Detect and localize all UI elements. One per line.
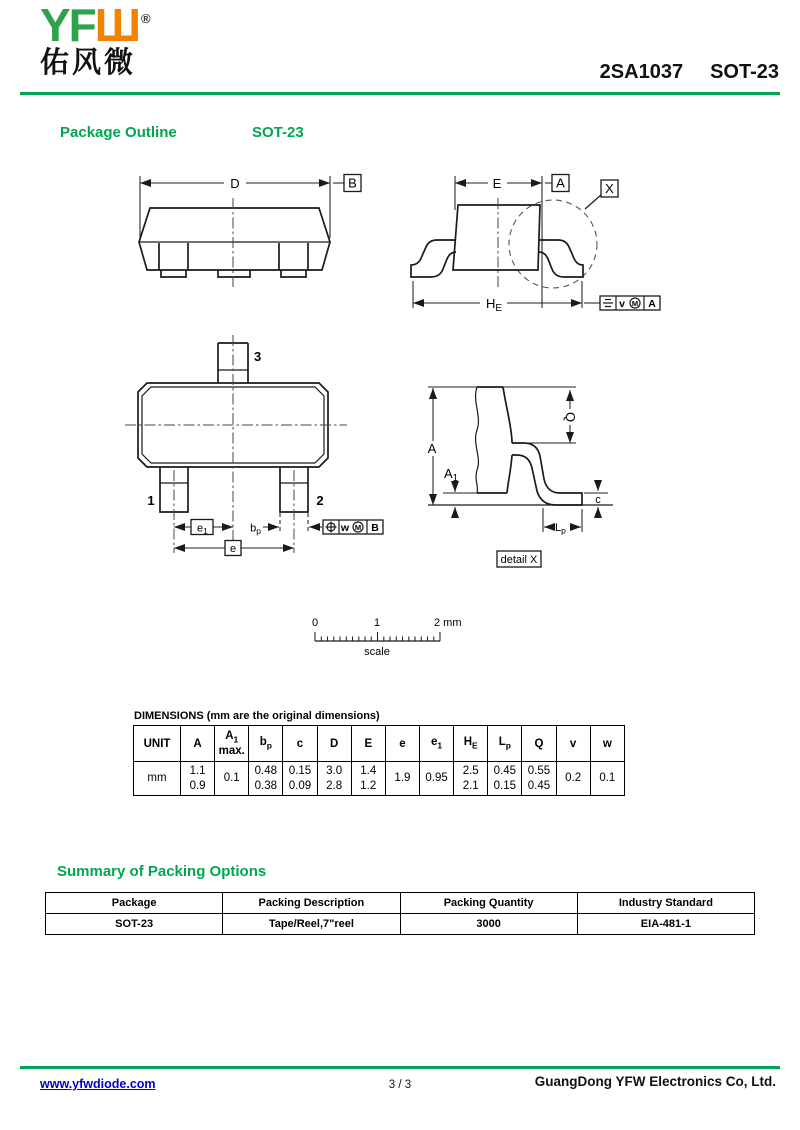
dim-value-cell: 0.2 [556, 762, 590, 796]
front-body-outline [139, 208, 330, 270]
dim-col-header: D [317, 726, 351, 762]
dim-value-cell: 0.45 0.15 [488, 762, 522, 796]
scale-label: scale [364, 646, 390, 658]
scale-tick-0: 0 [311, 617, 319, 629]
packing-col-header: Industry Standard [577, 893, 754, 914]
dim-label-bp: $b_p$ [250, 522, 261, 536]
logo-chinese-name: 佑风微 [40, 46, 137, 79]
dim-col-header: w [590, 726, 624, 762]
dimensions-value-row [134, 762, 625, 796]
dim-col-header: $L_p$ [488, 726, 522, 762]
logo-w-glyph: Ш [94, 0, 140, 51]
svg-text:w: w [340, 522, 350, 534]
registered-trademark-icon: ® [141, 11, 149, 26]
dim-value-cell: 2.5 2.1 [454, 762, 488, 796]
dim-label-e-width: E [492, 176, 502, 191]
dim-col-header: $A_1$ max. [215, 726, 249, 762]
pin2-label: 2 [316, 493, 324, 508]
package-outline-drawing [0, 160, 800, 670]
side-view [411, 175, 660, 315]
side-body-outline [453, 205, 540, 270]
dimensions-table [133, 725, 625, 796]
package-type: SOT-23 [710, 61, 779, 83]
website-link[interactable]: www.yfwdiode.com [40, 1077, 156, 1091]
detail-x-label: detail X [500, 554, 538, 566]
company-name: GuangDong YFW Electronics Co, Ltd. [534, 1074, 776, 1089]
header-rule [20, 92, 780, 95]
packing-package-cell: SOT-23 [46, 914, 223, 935]
packing-value-row [46, 914, 755, 935]
section-title: Package Outline [60, 124, 177, 141]
dim-label-lp: $L_p$ [555, 522, 566, 536]
dim-label-d: D [230, 176, 240, 191]
dimensions-table-title: DIMENSIONS (mm are the original dimensions) [134, 710, 380, 722]
packing-section-title: Summary of Packing Options [57, 863, 267, 880]
svg-text:B: B [371, 522, 379, 534]
dim-col-header: Q [522, 726, 556, 762]
dim-value-cell: mm [134, 762, 181, 796]
dim-label-a1: $A_1$ [444, 466, 459, 484]
dim-label-e1: $e_1$ [197, 522, 208, 536]
dim-label-he: $H_E$ [486, 296, 503, 314]
packing-table [45, 892, 755, 935]
scale-bar [312, 617, 462, 658]
part-number: 2SA1037 [599, 61, 684, 83]
side-lead-left [411, 240, 456, 277]
pin3-label: 3 [254, 349, 262, 364]
section-package-label: SOT-23 [252, 124, 304, 141]
dim-col-header: UNIT [134, 726, 181, 762]
dim-value-cell: 0.1 [590, 762, 624, 796]
svg-text:A: A [648, 298, 656, 310]
footer-rule [20, 1066, 780, 1069]
scale-tick-2: 2 mm [434, 617, 462, 629]
dimensions-header-row [134, 726, 625, 762]
packing-col-header: Package [46, 893, 223, 914]
dim-value-cell: 1.1 0.9 [181, 762, 215, 796]
detail-lead-outline [512, 443, 582, 505]
top-view [125, 335, 383, 556]
packing-col-header: Packing Description [223, 893, 400, 914]
dim-value-cell: 1.4 1.2 [351, 762, 385, 796]
svg-text:M: M [631, 298, 639, 308]
dim-col-header: $e_1$ [419, 726, 453, 762]
tolerance-frame-symmetry [600, 296, 660, 310]
side-lead-right [539, 240, 583, 277]
packing-header-row [46, 893, 755, 914]
svg-text:v: v [619, 298, 625, 310]
dim-value-cell: 0.48 0.38 [249, 762, 283, 796]
dim-value-cell: 0.95 [419, 762, 453, 796]
packing-col-header: Packing Quantity [400, 893, 577, 914]
doc-title [600, 61, 779, 84]
front-lead-1 [159, 243, 188, 277]
packing-quantity-cell: 3000 [400, 914, 577, 935]
packing-standard-cell: EIA-481-1 [577, 914, 754, 935]
front-view [139, 175, 361, 291]
scale-ruler-ticks [315, 632, 440, 641]
dim-label-q: Q [563, 411, 578, 423]
dim-col-header: v [556, 726, 590, 762]
page-number: 3 / 3 [388, 1079, 412, 1091]
packing-description-cell: Tape/Reel,7"reel [223, 914, 400, 935]
dim-col-header: c [283, 726, 317, 762]
datum-a-label: A [556, 175, 565, 191]
dim-col-header: $H_E$ [454, 726, 488, 762]
company-logo [40, 0, 149, 79]
detail-x-view [424, 387, 613, 567]
dim-label-e-pitch: e [229, 543, 237, 555]
pin1-label: 1 [147, 493, 155, 508]
dim-value-cell: 0.15 0.09 [283, 762, 317, 796]
dim-value-cell: 1.9 [385, 762, 419, 796]
dim-value-cell: 0.55 0.45 [522, 762, 556, 796]
dim-label-c: c [595, 494, 601, 506]
front-center-tab [218, 270, 250, 277]
logo-wordmark [40, 0, 149, 51]
dim-col-header: $b_p$ [249, 726, 283, 762]
logo-yf-text: YF [40, 0, 95, 51]
dim-col-header: A [181, 726, 215, 762]
front-lead-2 [279, 243, 308, 277]
dim-value-cell: 3.0 2.8 [317, 762, 351, 796]
scale-tick-1: 1 [373, 617, 381, 629]
tolerance-frame-position [323, 520, 383, 534]
dimensions-section [133, 710, 625, 796]
detail-x-ref-label: X [605, 181, 614, 196]
svg-text:M: M [354, 522, 362, 532]
dim-label-a: A [427, 441, 437, 456]
body-break-line [476, 387, 479, 493]
dim-col-header: E [351, 726, 385, 762]
dim-col-header: e [385, 726, 419, 762]
dim-value-cell: 0.1 [215, 762, 249, 796]
datum-b-label: B [348, 175, 357, 191]
